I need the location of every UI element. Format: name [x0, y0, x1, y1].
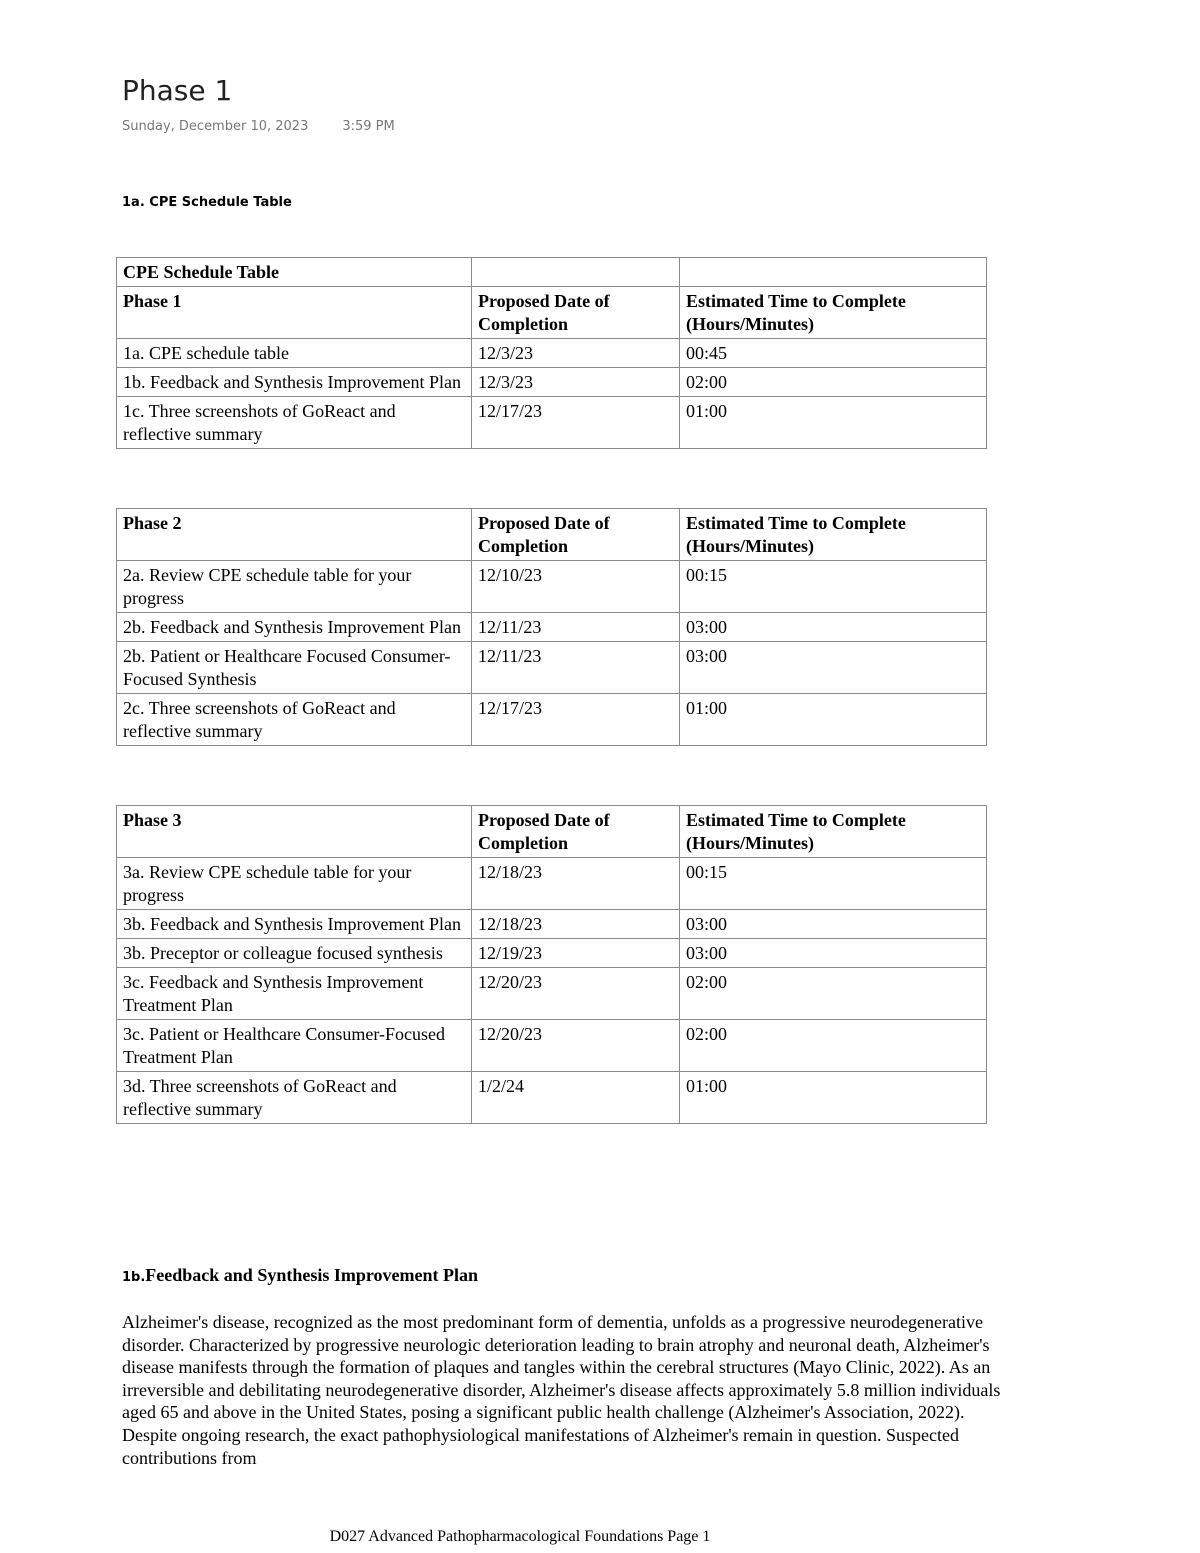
- column-header-phase: Phase 1: [117, 287, 472, 339]
- table-cell-empty: [680, 258, 987, 287]
- time-cell: 01:00: [680, 694, 987, 746]
- time-cell: 00:15: [680, 561, 987, 613]
- time-cell: 03:00: [680, 613, 987, 642]
- table-row: [117, 939, 987, 968]
- table-header-row: [117, 287, 987, 339]
- table-row: [117, 368, 987, 397]
- column-header-phase: Phase 2: [117, 509, 472, 561]
- page-title: Phase 1: [122, 74, 233, 107]
- date-cell: 12/11/23: [472, 642, 680, 694]
- column-header-time: Estimated Time to Complete (Hours/Minutes): [680, 287, 987, 339]
- time-cell: 02:00: [680, 368, 987, 397]
- section-1b-number: 1b.: [122, 1270, 146, 1285]
- page-timestamp: [122, 119, 395, 134]
- table-row: [117, 694, 987, 746]
- date-cell: 1/2/24: [472, 1072, 680, 1124]
- table-row: [117, 910, 987, 939]
- time-cell: 02:00: [680, 968, 987, 1020]
- phase-3-table: [116, 805, 987, 1124]
- table-header-row: [117, 509, 987, 561]
- column-header-time: Estimated Time to Complete (Hours/Minutes): [680, 806, 987, 858]
- task-cell: 2b. Patient or Healthcare Focused Consumer-Focused Synthesis: [117, 642, 472, 694]
- task-cell: 3c. Feedback and Synthesis Improvement Treatment Plan: [117, 968, 472, 1020]
- page-time: 3:59 PM: [342, 119, 395, 134]
- date-cell: 12/19/23: [472, 939, 680, 968]
- date-cell: 12/3/23: [472, 339, 680, 368]
- table-row: [117, 642, 987, 694]
- time-cell: 03:00: [680, 910, 987, 939]
- table-row: [117, 968, 987, 1020]
- table-header-row: [117, 806, 987, 858]
- task-cell: 2b. Feedback and Synthesis Improvement Plan: [117, 613, 472, 642]
- task-cell: 1c. Three screenshots of GoReact and reflective summary: [117, 397, 472, 449]
- table-cell-empty: [472, 258, 680, 287]
- table-row: [117, 1020, 987, 1072]
- time-cell: 03:00: [680, 642, 987, 694]
- task-cell: 3c. Patient or Healthcare Consumer-Focused Treatment Plan: [117, 1020, 472, 1072]
- table-caption-row: [117, 258, 987, 287]
- phase-1-table: [116, 257, 987, 449]
- column-header-phase: Phase 3: [117, 806, 472, 858]
- task-cell: 1a. CPE schedule table: [117, 339, 472, 368]
- date-cell: 12/17/23: [472, 694, 680, 746]
- time-cell: 01:00: [680, 1072, 987, 1124]
- time-cell: 01:00: [680, 397, 987, 449]
- task-cell: 2c. Three screenshots of GoReact and reflective summary: [117, 694, 472, 746]
- phase-2-table: [116, 508, 987, 746]
- task-cell: 2a. Review CPE schedule table for your progress: [117, 561, 472, 613]
- time-cell: 00:45: [680, 339, 987, 368]
- table-row: [117, 613, 987, 642]
- task-cell: 3b. Feedback and Synthesis Improvement Plan: [117, 910, 472, 939]
- section-1a-heading: 1a. CPE Schedule Table: [122, 195, 292, 210]
- task-cell: 3b. Preceptor or colleague focused synthesis: [117, 939, 472, 968]
- table-row: [117, 561, 987, 613]
- table-row: [117, 339, 987, 368]
- column-header-time: Estimated Time to Complete (Hours/Minutes): [680, 509, 987, 561]
- table-caption: CPE Schedule Table: [117, 258, 472, 287]
- date-cell: 12/18/23: [472, 910, 680, 939]
- date-cell: 12/18/23: [472, 858, 680, 910]
- task-cell: 3d. Three screenshots of GoReact and reflective summary: [117, 1072, 472, 1124]
- table-row: [117, 1072, 987, 1124]
- body-paragraph: Alzheimer's disease, recognized as the most predominant form of dementia, unfolds as a progressive neurodegenerative disorder. Characterized by progressive neurologic deterioration leading to brain atrophy and neuronal death, Alzheimer's disease manifests through the formation of plaques and tangles within the cerebral structures (Mayo Clinic, 2022). As an irreversible and debilitating neurodegenerative disorder, Alzheimer's disease affects approximately 5.8 million individuals aged 65 and above in the United States, posing a significant public health challenge (Alzheimer's Association, 2022). Despite ongoing research, the exact pathophysiological manifestations of Alzheimer's remain in question. Suspected contributions from: [122, 1312, 1001, 1468]
- date-cell: 12/3/23: [472, 368, 680, 397]
- date-cell: 12/11/23: [472, 613, 680, 642]
- column-header-date: Proposed Date of Completion: [472, 806, 680, 858]
- table-row: [117, 397, 987, 449]
- column-header-date: Proposed Date of Completion: [472, 287, 680, 339]
- date-cell: 12/20/23: [472, 968, 680, 1020]
- date-cell: 12/17/23: [472, 397, 680, 449]
- section-1b-heading: [122, 1265, 478, 1286]
- table-row: [117, 858, 987, 910]
- task-cell: 1b. Feedback and Synthesis Improvement Plan: [117, 368, 472, 397]
- page-date: Sunday, December 10, 2023: [122, 119, 309, 134]
- page-footer: D027 Advanced Pathopharmacological Foundations Page 1: [329, 1528, 711, 1545]
- section-1b-title: Feedback and Synthesis Improvement Plan: [145, 1265, 478, 1285]
- date-cell: 12/20/23: [472, 1020, 680, 1072]
- column-header-date: Proposed Date of Completion: [472, 509, 680, 561]
- task-cell: 3a. Review CPE schedule table for your progress: [117, 858, 472, 910]
- time-cell: 02:00: [680, 1020, 987, 1072]
- time-cell: 03:00: [680, 939, 987, 968]
- time-cell: 00:15: [680, 858, 987, 910]
- date-cell: 12/10/23: [472, 561, 680, 613]
